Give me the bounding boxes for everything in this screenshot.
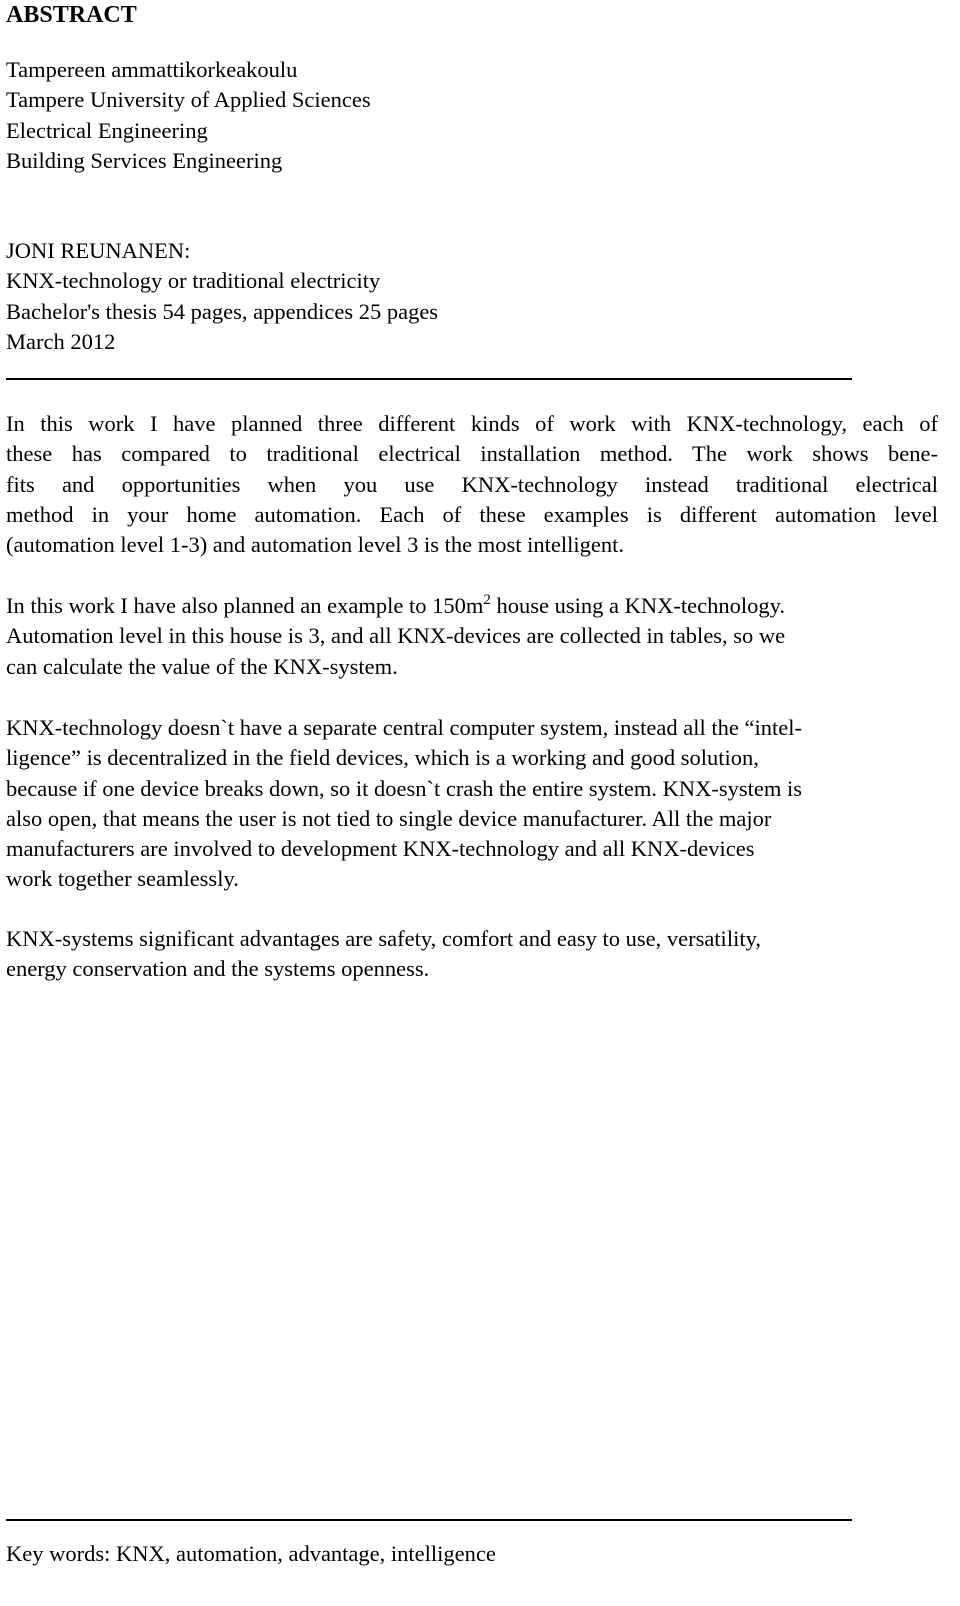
institution-line: Tampere University of Applied Sciences — [6, 87, 371, 113]
paragraph-line: KNX-technology doesn`t have a separate central computer system, instead all the “intel- — [6, 715, 802, 740]
paragraph-line: these has compared to traditional electrical installation method. The work shows bene- — [6, 441, 938, 467]
paragraph-line: fits and opportunities when you use KNX-technology instead traditional electrical — [6, 471, 938, 497]
institution-line: Building Services Engineering — [6, 147, 283, 173]
paragraph-line: ligence” is decentralized in the field devices, which is a working and good solution, — [6, 745, 759, 771]
paragraph-line — [6, 591, 938, 621]
paragraph-line: In this work I have planned three different kinds of work with KNX-technology, each of — [6, 411, 938, 436]
author-name: JONI REUNANEN: — [6, 238, 191, 263]
thesis-info-block — [6, 297, 938, 358]
paragraph-line: method in your home automation. Each of these examples is different automation level — [6, 501, 938, 527]
paragraph-text: house using a KNX-technology. — [490, 593, 786, 618]
paragraph-line: energy conservation and the systems openness. — [6, 956, 430, 982]
paragraph-line: manufacturers are involved to development KNX-technology and all KNX-devices — [6, 836, 755, 862]
abstract-paragraph-1 — [6, 409, 938, 560]
institution-line: Tampereen ammattikorkeakoulu — [6, 57, 298, 82]
keywords-text: Key words: KNX, automation, advantage, intelligence — [6, 1541, 496, 1566]
keywords-block — [6, 1539, 938, 1569]
superscript-exponent: 2 — [483, 592, 491, 608]
thesis-title: KNX-technology or traditional electricity — [6, 268, 381, 294]
paragraph-line: also open, that means the user is not tied to single device manufacturer. All the major — [6, 805, 772, 831]
abstract-paragraph-2 — [6, 591, 938, 682]
paragraph-line: work together seamlessly. — [6, 866, 239, 892]
thesis-date: March 2012 — [6, 329, 116, 355]
paragraph-line: because if one device breaks down, so it doesn`t crash the entire system. KNX-system is — [6, 775, 803, 801]
abstract-heading: ABSTRACT — [6, 2, 137, 28]
paragraph-text: In this work I have also planned an example to 150m — [6, 593, 484, 618]
thesis-pages: Bachelor's thesis 54 pages, appendices 25 pages — [6, 299, 439, 324]
paragraph-line: can calculate the value of the KNX-system. — [6, 653, 398, 679]
abstract-paragraph-4 — [6, 924, 938, 985]
paragraph-line: KNX-systems significant advantages are safety, comfort and easy to use, versatility, — [6, 926, 761, 951]
institution-block — [6, 55, 938, 176]
paragraph-line: Automation level in this house is 3, and all KNX-devices are collected in tables, so we — [6, 623, 786, 649]
top-divider — [6, 378, 852, 380]
paragraph-line: (automation level 1-3) and automation level 3 is the most intelligent. — [6, 532, 624, 558]
abstract-paragraph-3 — [6, 713, 938, 895]
bottom-divider — [6, 1519, 852, 1521]
institution-line: Electrical Engineering — [6, 117, 208, 143]
author-title-block — [6, 236, 938, 297]
